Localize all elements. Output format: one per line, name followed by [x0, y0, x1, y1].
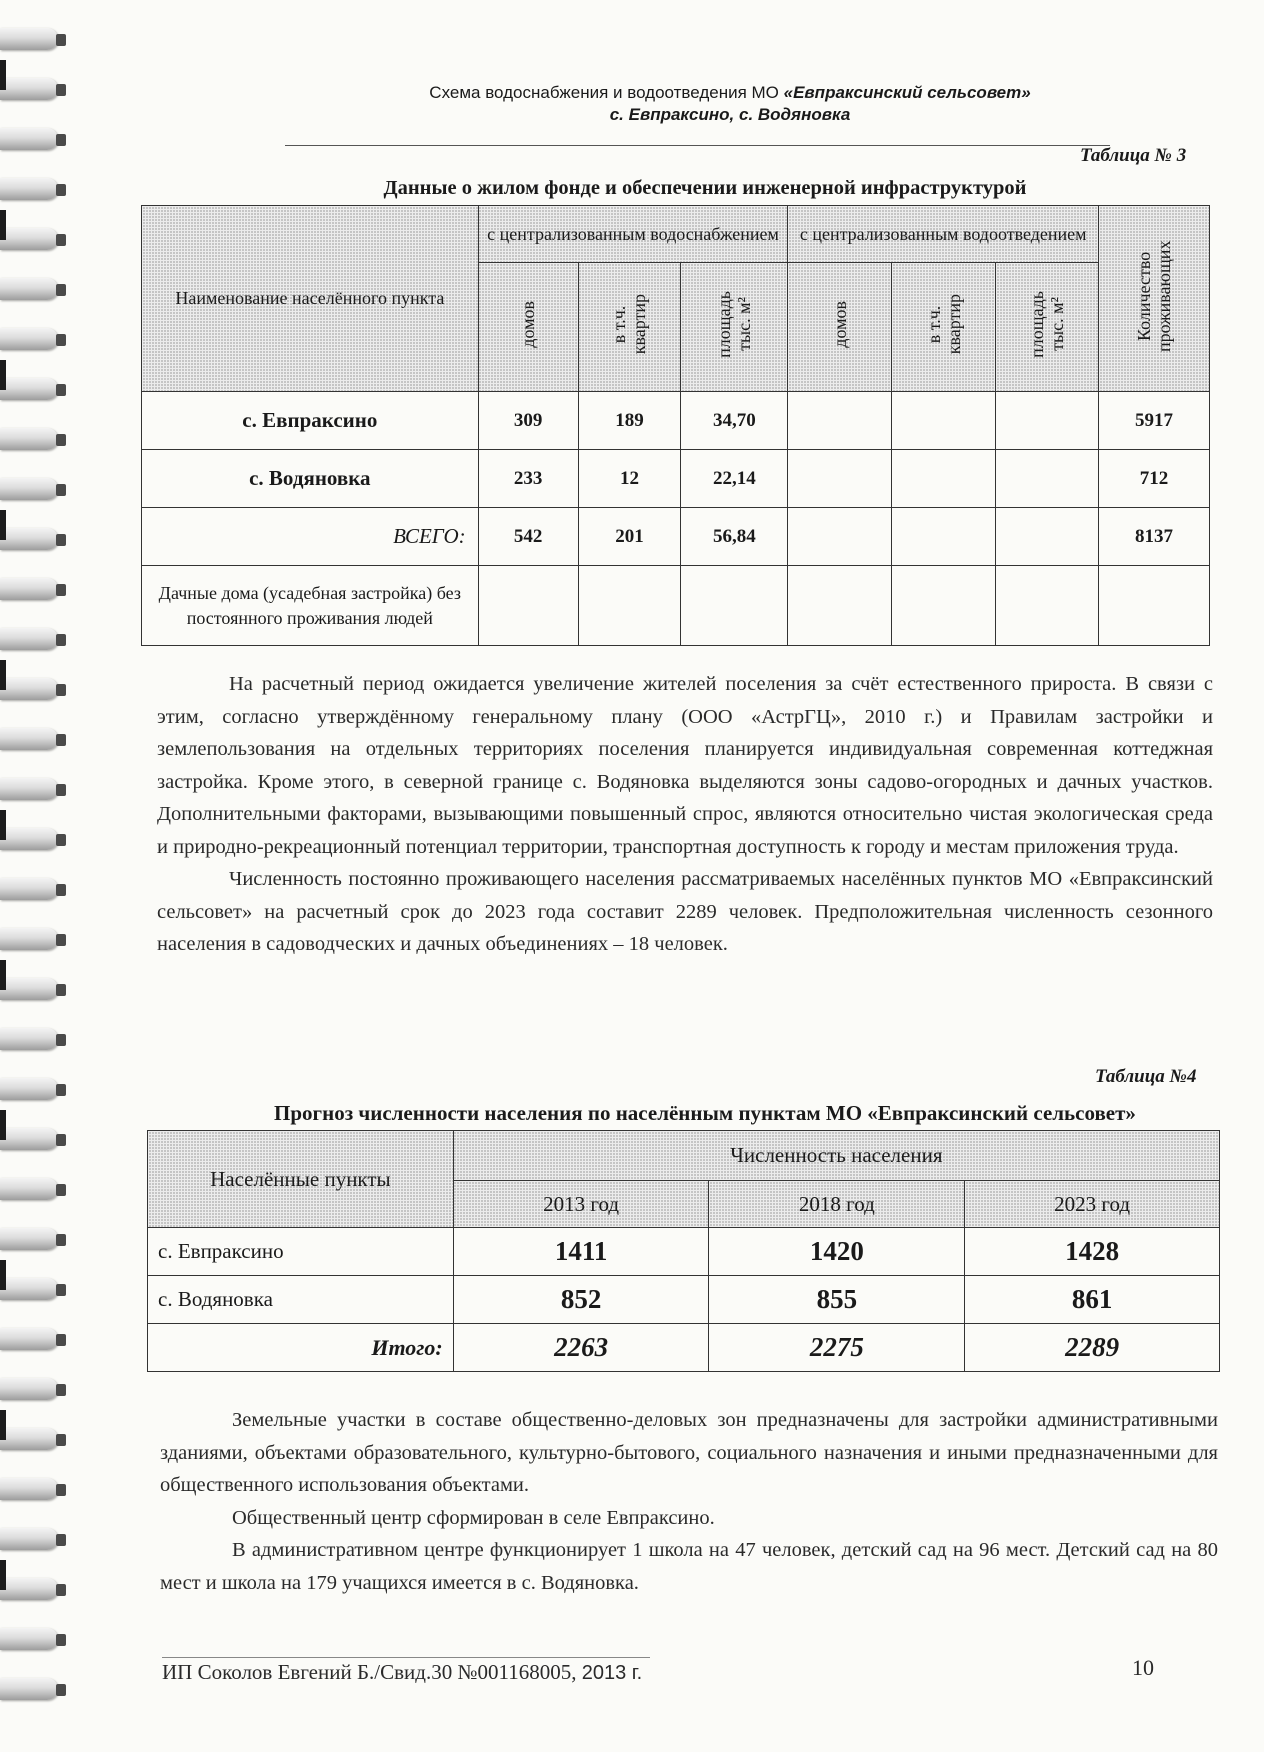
table-total-row: Итого: 2263 2275 2289 [148, 1324, 1220, 1372]
table-row: с. Водяновка 852 855 861 [148, 1276, 1220, 1324]
col-group-population: Численность населения [453, 1131, 1219, 1181]
col-header-places: Населённые пункты [148, 1131, 454, 1228]
col-sewer-area: площадь тыс. м² [996, 263, 1099, 392]
col-water-area: площадь тыс. м² [681, 263, 788, 392]
col-header-residents: Количество проживающих [1099, 206, 1210, 392]
table-row: с. Евпраксино 309 189 34,70 5917 [142, 392, 1210, 450]
col-header-name: Наименование населённого пункта [142, 206, 479, 392]
header-rule [285, 145, 1110, 146]
col-sewer-apts: в т.ч. квартир [892, 263, 996, 392]
page-footer [162, 1660, 642, 1685]
table4-caption: Таблица №4 [1095, 1066, 1197, 1087]
header-line1-prefix: Схема водоснабжения и водоотведения МО [429, 83, 784, 102]
paragraph: Общественный центр сформирован в селе Евпраксино. [232, 1506, 715, 1529]
table-row: с. Водяновка 233 12 22,14 712 [142, 450, 1210, 508]
table3-caption: Таблица № 3 [1080, 145, 1187, 166]
col-year-2023: 2023 год [965, 1181, 1220, 1228]
col-group-sewer: с централизованным водоотведением [788, 206, 1099, 263]
table3-title: Данные о жилом фонде и обеспечении инженерной инфраструктурой [383, 177, 1027, 199]
body-text-2 [160, 1404, 1218, 1599]
paragraph: На расчетный период ожидается увеличение жителей поселения за счёт естественного прироста. В связи с этим, согласно утверждённому генеральному плану (ООО «АстрГЦ», 2010 г.) и Правилам застройки и землепользования на отдельных территориях поселения планируется индивидуальная современная коттеджная застройка. Кроме этого, в северной границе с. Водяновка выделяются зоны садово-огородных и дачных участков. Дополнительными факторами, вызывающими повышенный спрос, являются относительно чистая экологическая среда и природно-рекреационный потенциал территории, транспортная доступность к городу и местам приложения труда. [157, 673, 1213, 858]
table4-title: Прогноз численности населения по населённым пунктам МО «Евпраксинский сельсовет» [274, 1101, 1136, 1125]
col-water-houses: домов [478, 263, 578, 392]
paragraph: В административном центре функционирует 1 школа на 47 человек, детский сад на 96 мест. Детский сад на 80 мест и школа на 179 учащихся имеется в с. Водяновка. [160, 1539, 1218, 1594]
table-row: с. Евпраксино 1411 1420 1428 [148, 1228, 1220, 1276]
col-sewer-houses: домов [788, 263, 892, 392]
page-header [280, 82, 1180, 126]
table-row: Дачные дома (усадебная застройка) без постоянного проживания людей [142, 566, 1210, 646]
col-year-2018: 2018 год [709, 1181, 965, 1228]
table-total-row: ВСЕГО: 542 201 56,84 8137 [142, 508, 1210, 566]
col-group-water: с централизованным водоснабжением [478, 206, 788, 263]
body-text-1 [157, 668, 1213, 961]
footer-rule [162, 1657, 650, 1658]
paragraph: Численность постоянно проживающего населения рассматриваемых населённых пунктов МО «Евпраксинский сельсовет» на расчетный срок до 2023 года составит 2289 человек. Предположительная численность сезонного населения в садоводческих и дачных объединениях – 18 человек. [157, 868, 1213, 955]
population-table [147, 1130, 1220, 1372]
housing-table [141, 205, 1210, 646]
header-line1-bold: «Евпраксинский сельсовет» [783, 83, 1031, 102]
footer-text: ИП Соколов Евгений Б./Свид.30 №001168005, [162, 1660, 577, 1684]
col-year-2013: 2013 год [453, 1181, 709, 1228]
spiral-binding [0, 0, 62, 1752]
header-line2: с. Евпраксино, с. Водяновка [609, 105, 851, 124]
col-water-apts: в т.ч. квартир [578, 263, 681, 392]
footer-year: 2013 г. [581, 1662, 643, 1684]
paragraph: Земельные участки в составе общественно-деловых зон предназначены для застройки административными зданиями, объектами образовательного, культурно-бытового, социального назначения и иными предназначенными для общественного использования объектами. [160, 1409, 1218, 1496]
page-number: 10 [1132, 1655, 1154, 1680]
